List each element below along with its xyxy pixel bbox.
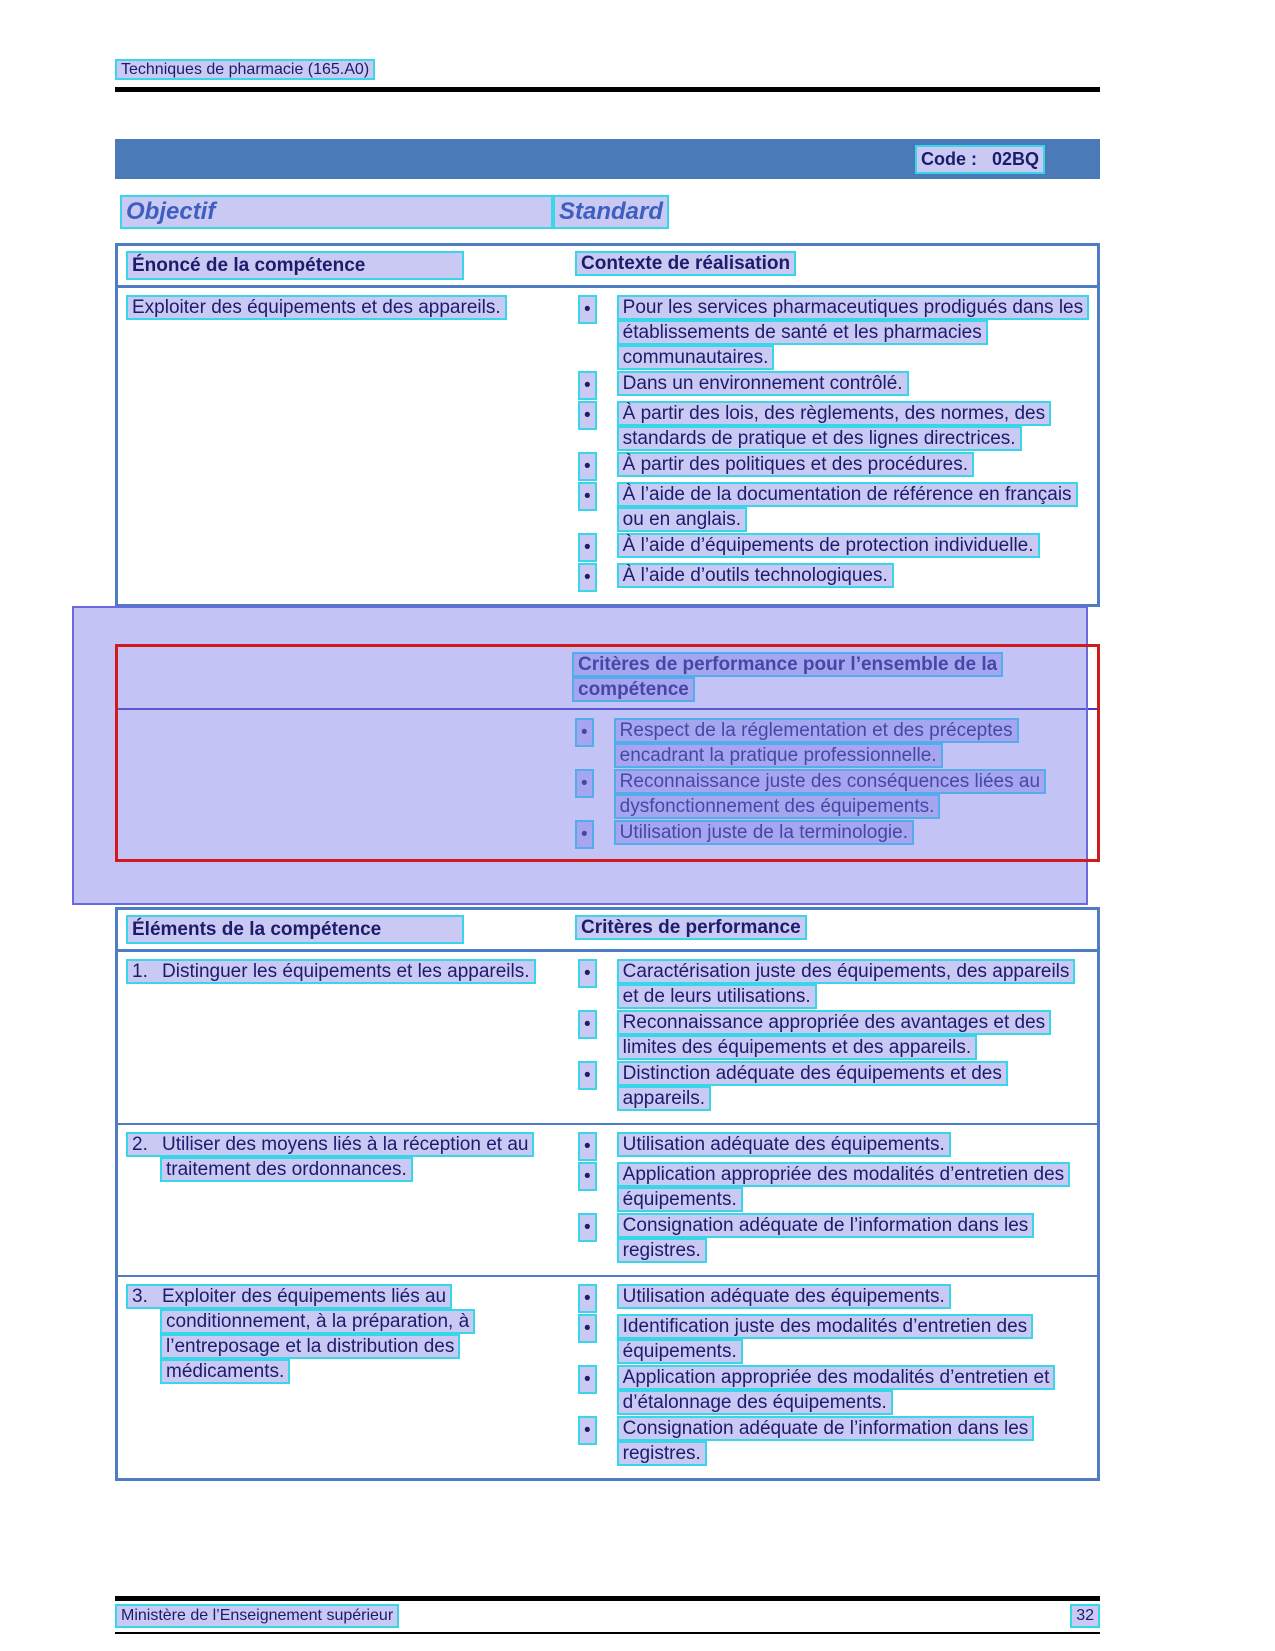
bullet-text: À l’aide d’outils technologiques. bbox=[617, 563, 894, 588]
performance-overall-header-cell bbox=[572, 652, 1092, 702]
list-item bbox=[575, 1132, 1089, 1161]
list-item bbox=[575, 1010, 1089, 1060]
code-bar bbox=[115, 139, 1100, 179]
competency-table-body bbox=[118, 288, 1097, 604]
bullet-text: À l’aide de la documentation de référence en français ou en anglais. bbox=[617, 482, 1078, 532]
criteres-header-label: Critères de performance bbox=[575, 915, 807, 940]
list-item bbox=[575, 1162, 1089, 1212]
competency-table-header bbox=[118, 246, 1097, 288]
page-number: 32 bbox=[1070, 1604, 1100, 1628]
bullet-icon: • bbox=[578, 959, 597, 988]
bullet-icon: • bbox=[578, 1010, 597, 1039]
header-rule bbox=[115, 87, 1100, 92]
bullet-text: À l’aide d’équipements de protection individuelle. bbox=[617, 533, 1040, 558]
performance-overall-section bbox=[115, 644, 1100, 862]
bullet-icon: • bbox=[575, 718, 594, 747]
element-label-text: Exploiter des équipements liés au conditionnement, à la préparation, à l’entreposage et la distribution des médicaments. bbox=[162, 1286, 470, 1382]
bullet-icon: • bbox=[578, 401, 597, 430]
bullet-text: Distinction adéquate des équipements et des appareils. bbox=[617, 1061, 1008, 1111]
list-item bbox=[575, 1314, 1089, 1364]
list-item bbox=[575, 401, 1089, 451]
standard-title: Standard bbox=[553, 195, 669, 229]
bullet-text: Utilisation adéquate des équipements. bbox=[617, 1132, 951, 1157]
page-header bbox=[115, 56, 1100, 92]
competency-statement: Exploiter des équipements et des appareils. bbox=[126, 295, 507, 320]
criteria-bullet-list bbox=[575, 1284, 1089, 1467]
list-item bbox=[575, 295, 1089, 370]
performance-overall-table bbox=[115, 644, 1100, 862]
bullet-text: À partir des lois, des règlements, des normes, des standards de pratique et des lignes directrices. bbox=[617, 401, 1051, 451]
enonce-header-label: Énoncé de la compétence bbox=[126, 251, 464, 280]
list-item bbox=[575, 371, 1089, 400]
header-cell-contexte bbox=[575, 251, 1089, 280]
bullet-icon: • bbox=[578, 533, 597, 562]
bullet-text: Pour les services pharmaceutiques prodigués dans les établissements de santé et les pharmacies communautaires. bbox=[617, 295, 1089, 370]
header-title: Techniques de pharmacie (165.A0) bbox=[115, 59, 375, 80]
element-label bbox=[126, 1132, 534, 1182]
list-item bbox=[575, 452, 1089, 481]
bullet-icon: • bbox=[578, 452, 597, 481]
table-row bbox=[118, 952, 1097, 1123]
element-label-text: Distinguer les équipements et les appareils. bbox=[162, 961, 530, 982]
bullet-icon: • bbox=[578, 482, 597, 511]
footer-rule bbox=[115, 1596, 1100, 1601]
element-number: 1. bbox=[132, 961, 148, 982]
list-item bbox=[575, 533, 1089, 562]
performance-overall-header-row bbox=[115, 644, 1100, 710]
bullet-text: Consignation adéquate de l’information dans les registres. bbox=[617, 1416, 1035, 1466]
header-cell-enonce bbox=[126, 251, 575, 280]
elements-table bbox=[115, 907, 1100, 1481]
header-cell-elements bbox=[126, 915, 575, 944]
header-cell-criteres bbox=[575, 915, 1089, 944]
code-label: Code : 02BQ bbox=[915, 145, 1045, 174]
bullet-icon: • bbox=[578, 563, 597, 592]
element-label-cell bbox=[126, 1284, 575, 1467]
contexte-header-label: Contexte de réalisation bbox=[575, 251, 796, 276]
bullet-icon: • bbox=[575, 769, 594, 798]
element-label bbox=[126, 959, 536, 984]
list-item bbox=[575, 1416, 1089, 1466]
footer-thin-rule bbox=[115, 1632, 1100, 1634]
context-bullet-list bbox=[575, 295, 1089, 593]
table-row bbox=[118, 1123, 1097, 1275]
section-title-row bbox=[115, 195, 1100, 229]
bullet-text: Application appropriée des modalités d’entretien des équipements. bbox=[617, 1162, 1071, 1212]
list-item bbox=[575, 1365, 1089, 1415]
list-item bbox=[575, 1061, 1089, 1111]
empty-cell bbox=[123, 652, 572, 702]
bullet-icon: • bbox=[578, 1314, 597, 1343]
list-item bbox=[572, 769, 1092, 819]
bullet-text: Utilisation juste de la terminologie. bbox=[614, 820, 914, 845]
criteria-bullet-list bbox=[575, 1132, 1089, 1264]
bullet-text: Identification juste des modalités d’entretien des équipements. bbox=[617, 1314, 1034, 1364]
document-page bbox=[115, 0, 1100, 1481]
bullet-text: Consignation adéquate de l’information dans les registres. bbox=[617, 1213, 1035, 1263]
footer-row bbox=[115, 1604, 1100, 1628]
element-label-text: Utiliser des moyens liés à la réception et au traitement des ordonnances. bbox=[162, 1134, 529, 1180]
element-label-cell bbox=[126, 1132, 575, 1264]
page-footer bbox=[115, 1596, 1100, 1634]
bullet-icon: • bbox=[575, 820, 594, 849]
competency-statement-cell bbox=[126, 295, 575, 593]
bullet-text: À partir des politiques et des procédures. bbox=[617, 452, 974, 477]
list-item bbox=[572, 718, 1092, 768]
element-label-cell bbox=[126, 959, 575, 1112]
elements-table-header bbox=[118, 910, 1097, 952]
list-item bbox=[575, 959, 1089, 1009]
bullet-text: Application appropriée des modalités d’entretien et d’étalonnage des équipements. bbox=[617, 1365, 1056, 1415]
bullet-text: Dans un environnement contrôlé. bbox=[617, 371, 909, 396]
footer-ministry: Ministère de l’Enseignement supérieur bbox=[115, 1604, 399, 1628]
bullet-icon: • bbox=[578, 1162, 597, 1191]
bullet-text: Reconnaissance appropriée des avantages et des limites des équipements et des appareils. bbox=[617, 1010, 1052, 1060]
bullet-icon: • bbox=[578, 1365, 597, 1394]
element-number: 3. bbox=[132, 1286, 148, 1307]
bullet-text: Utilisation adéquate des équipements. bbox=[617, 1284, 951, 1309]
empty-cell bbox=[123, 718, 572, 850]
list-item bbox=[575, 1284, 1089, 1313]
element-label bbox=[126, 1284, 475, 1384]
bullet-text: Reconnaissance juste des conséquences liées au dysfonctionnement des équipements. bbox=[614, 769, 1046, 819]
list-item bbox=[575, 482, 1089, 532]
bullet-icon: • bbox=[578, 1284, 597, 1313]
objectif-title: Objectif bbox=[120, 195, 553, 229]
bullet-icon: • bbox=[578, 295, 597, 324]
bullet-icon: • bbox=[578, 1061, 597, 1090]
bullet-text: Caractérisation juste des équipements, des appareils et de leurs utilisations. bbox=[617, 959, 1076, 1009]
bullet-icon: • bbox=[578, 1132, 597, 1161]
criteria-bullet-list bbox=[575, 959, 1089, 1112]
element-number: 2. bbox=[132, 1134, 148, 1155]
performance-overall-header: Critères de performance pour l’ensemble de la compétence bbox=[572, 652, 1003, 702]
list-item bbox=[575, 563, 1089, 592]
bullet-icon: • bbox=[578, 371, 597, 400]
bullet-text: Respect de la réglementation et des préceptes encadrant la pratique professionnelle. bbox=[614, 718, 1019, 768]
list-item bbox=[572, 820, 1092, 849]
elements-header-label: Éléments de la compétence bbox=[126, 915, 464, 944]
competency-table bbox=[115, 243, 1100, 607]
bullet-icon: • bbox=[578, 1416, 597, 1445]
performance-overall-body-row bbox=[115, 710, 1100, 862]
list-item bbox=[575, 1213, 1089, 1263]
table-row bbox=[118, 1275, 1097, 1478]
bullet-icon: • bbox=[578, 1213, 597, 1242]
performance-overall-bullet-list bbox=[572, 718, 1092, 850]
